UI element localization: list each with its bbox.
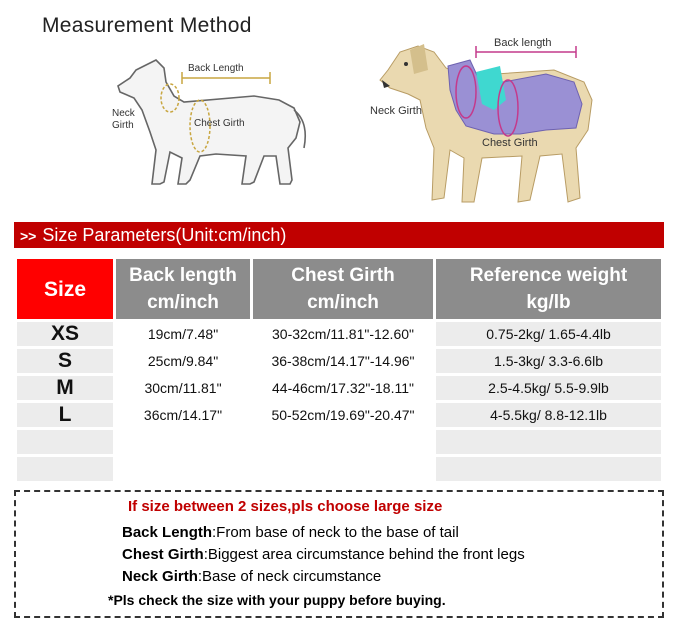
- back-length-label-right: Back length: [494, 37, 552, 49]
- size-table: [14, 256, 664, 484]
- back-length-cell: 36cm/14.17": [116, 403, 250, 427]
- empty-row: [17, 457, 661, 481]
- double-chevron-icon: >>: [20, 228, 37, 244]
- dog-photo-diagram: [370, 30, 610, 210]
- page-title: Measurement Method: [42, 14, 252, 37]
- footnote: *Pls check the size with your puppy before buying.: [108, 592, 446, 608]
- empty-row: [17, 430, 661, 454]
- back-length-label-left: Back Length: [188, 63, 244, 74]
- table-row: [17, 376, 661, 400]
- chest-girth-label-left: Chest Girth: [194, 118, 245, 129]
- header-chest-girth: Chest Girth cm/inch: [253, 259, 433, 319]
- banner-title: Size Parameters(Unit:cm/inch): [42, 225, 287, 245]
- table-row: [17, 349, 661, 373]
- size-parameters-banner: [14, 222, 664, 248]
- chest-girth-note: Chest Girth:Biggest area circumstance behind the front legs: [122, 546, 525, 563]
- table-row: [17, 322, 661, 346]
- chest-girth-cell: 36-38cm/14.17"-14.96": [253, 349, 433, 373]
- neck-girth-label-left-2: Girth: [112, 120, 134, 131]
- neck-girth-note: Neck Girth:Base of neck circumstance: [122, 568, 382, 585]
- size-cell: S: [17, 349, 113, 373]
- table-row: [17, 403, 661, 427]
- table-header-row: [17, 259, 661, 319]
- size-warning: If size between 2 sizes,pls choose large size: [128, 498, 443, 515]
- reference-weight-cell: 1.5-3kg/ 3.3-6.6lb: [436, 349, 661, 373]
- back-length-note: Back Length:From base of neck to the base of tail: [122, 524, 459, 541]
- size-cell: M: [17, 376, 113, 400]
- chest-girth-label-right: Chest Girth: [482, 137, 538, 149]
- neck-girth-label-left-1: Neck: [112, 108, 135, 119]
- back-length-cell: 19cm/7.48": [116, 322, 250, 346]
- back-length-cell: 30cm/11.81": [116, 376, 250, 400]
- header-reference-weight: Reference weight kg/lb: [436, 259, 661, 319]
- chest-girth-cell: 44-46cm/17.32"-18.11": [253, 376, 433, 400]
- reference-weight-cell: 0.75-2kg/ 1.65-4.4lb: [436, 322, 661, 346]
- measurement-notes-box: [14, 490, 664, 618]
- header-size: Size: [17, 259, 113, 319]
- size-cell: L: [17, 403, 113, 427]
- dog-outline-diagram: [104, 52, 314, 212]
- size-cell: XS: [17, 322, 113, 346]
- chest-girth-cell: 50-52cm/19.69"-20.47": [253, 403, 433, 427]
- neck-girth-label-right: Neck Girth: [370, 105, 422, 117]
- reference-weight-cell: 4-5.5kg/ 8.8-12.1lb: [436, 403, 661, 427]
- chest-girth-cell: 30-32cm/11.81"-12.60": [253, 322, 433, 346]
- reference-weight-cell: 2.5-4.5kg/ 5.5-9.9lb: [436, 376, 661, 400]
- header-back-length: Back length cm/inch: [116, 259, 250, 319]
- back-length-cell: 25cm/9.84": [116, 349, 250, 373]
